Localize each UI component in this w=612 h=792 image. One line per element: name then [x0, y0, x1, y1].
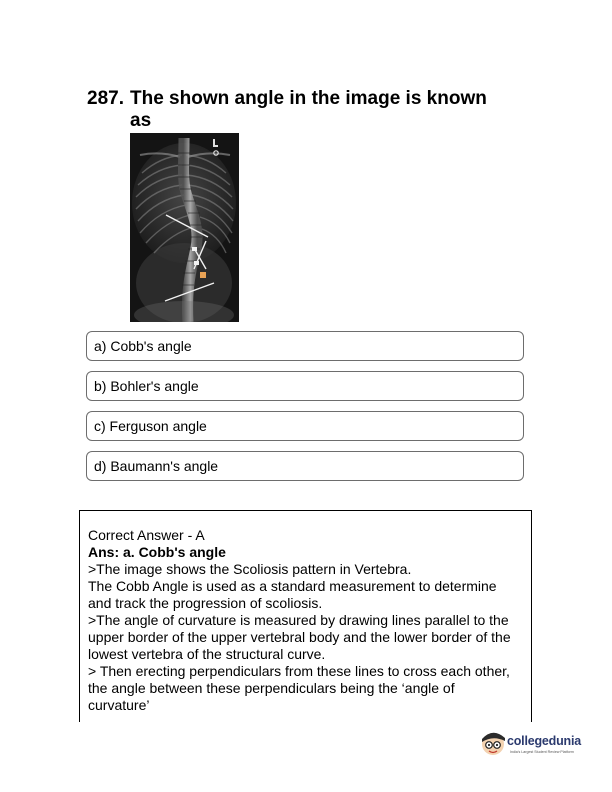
- explanation-line: curvature’: [88, 697, 150, 713]
- question-number: 287.: [87, 88, 124, 109]
- spine-xray-image: [130, 133, 239, 322]
- explanation-line: >The angle of curvature is measured by drawing lines parallel to the: [88, 612, 509, 628]
- correct-answer: Correct Answer - A: [88, 527, 205, 543]
- option-a-label: a) Cobb's angle: [94, 338, 192, 354]
- option-b-label: b) Bohler's angle: [94, 378, 199, 394]
- explanation-line: > Then erecting perpendiculars from these lines to cross each other,: [88, 663, 510, 679]
- question-text-line1: The shown angle in the image is known: [130, 88, 487, 109]
- collegedunia-logo: [480, 729, 600, 763]
- option-a[interactable]: [86, 331, 524, 361]
- explanation-line: upper border of the upper vertebral body and the lower border of the: [88, 629, 511, 645]
- option-b[interactable]: [86, 371, 524, 401]
- brand-tagline: India's Largest Student Review Platform: [510, 750, 574, 754]
- answer-explanation-box: [79, 510, 532, 722]
- option-c[interactable]: [86, 411, 524, 441]
- answer-title: Ans: a. Cobb's angle: [88, 544, 226, 560]
- question-text-line2: as: [130, 110, 152, 131]
- explanation-line: >The image shows the Scoliosis pattern in Vertebra.: [88, 561, 412, 577]
- option-d[interactable]: [86, 451, 524, 481]
- explanation-line: and track the progression of scoliosis.: [88, 595, 323, 611]
- mascot-icon: [480, 729, 508, 759]
- explanation-line: the angle between these perpendiculars being the ‘angle of: [88, 680, 455, 696]
- option-c-label: c) Ferguson angle: [94, 418, 207, 434]
- brand-name: collegedunia: [507, 734, 582, 748]
- option-d-label: d) Baumann's angle: [94, 458, 219, 474]
- explanation-line: lowest vertebra of the structural curve.: [88, 646, 326, 662]
- explanation-line: The Cobb Angle is used as a standard measurement to determine: [88, 578, 497, 594]
- question-title: [87, 88, 527, 132]
